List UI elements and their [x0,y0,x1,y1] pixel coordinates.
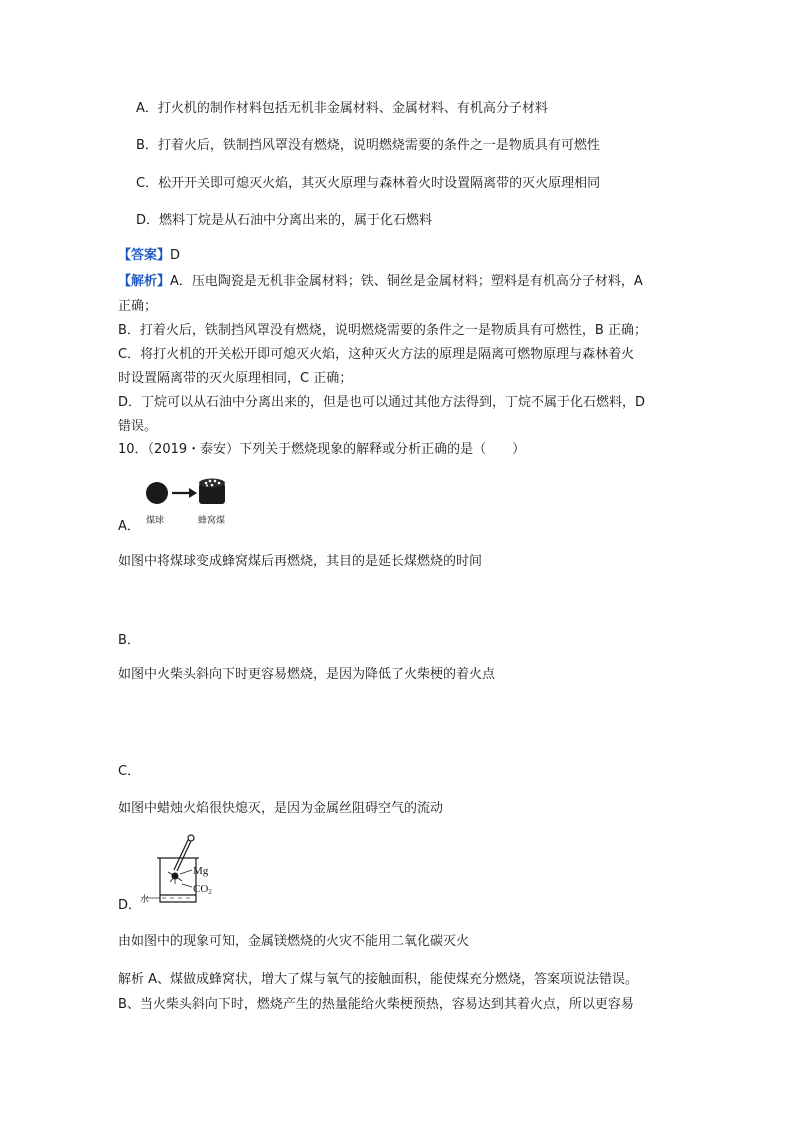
explanation-line-1: 解析 A、煤做成蜂窝状，增大了煤与氧气的接触面积，能使煤充分燃烧，答案项说法错误。 [118,972,639,987]
q10-option-a-text: 如图中将煤球变成蜂窝煤后再燃烧，其目的是延长煤燃烧的时间 [118,554,483,569]
analysis-line-1: 【解析】A．压电陶瓷是无机非金属材料；铁、铜丝是金属材料；塑料是有机高分子材料，A [118,274,643,289]
tongs-icon [174,835,194,871]
analysis-line-6: D．丁烷可以从石油中分离出来的，但是也可以通过其他方法得到，丁烷不属于化石燃料，D [118,395,646,410]
q10-option-d-label: D． [118,898,142,913]
q10-option-b-label: B． [118,633,140,648]
analysis-line-7: 错误。 [118,419,158,434]
analysis-tag: 【解析】 [118,274,171,289]
coal-ball-icon [146,482,168,504]
q10-option-c-label: C． [118,764,141,779]
option-c: C．松开开关即可熄灭火焰，其灭火原理与森林着火时设置隔离带的灭火原理相同 [136,176,601,191]
flame-icon [168,872,182,884]
question-10-title: 10．（2019・泰安）下列关于燃烧现象的解释或分析正确的是（ ） [118,442,526,457]
option-d: D．燃料丁烷是从石油中分离出来的，属于化石燃料 [136,213,433,228]
analysis-line-4: C．将打火机的开关松开即可熄灭火焰，这种灭火方法的原理是隔离可燃物原理与森林着火 [118,347,635,362]
co2-label: CO2 [193,883,212,896]
q10-option-b-text: 如图中火柴头斜向下时更容易燃烧，是因为降低了火柴梗的着火点 [118,667,496,682]
q10-option-c-text: 如图中蜡烛火焰很快熄灭，是因为金属丝阻碍空气的流动 [118,801,444,816]
q10-option-a-label: A． [118,519,140,534]
explanation-line-2: B、当火柴头斜向下时，燃烧产生的热量能给火柴梗预热，容易达到其着火点，所以更容易 [118,997,634,1012]
option-a: A．打火机的制作材料包括无机非金属材料、金属材料、有机高分子材料 [136,101,548,116]
answer-line [118,247,180,265]
analysis-line-3: B．打着火后，铁制挡风罩没有燃烧，说明燃烧需要的条件之一是物质具有可燃性，B 正确； [118,323,647,338]
analysis-line-5: 时设置隔离带的灭火原理相同，C 正确； [118,371,353,386]
honeycomb-label: 蜂窝煤 [198,516,226,526]
magnesium-co2-figure [140,832,230,912]
answer-tag: 【答案】 [118,248,171,263]
analysis-line-2: 正确； [118,299,158,314]
q10-option-d-text: 由如图中的现象可知，金属镁燃烧的火灾不能用二氧化碳灭火 [118,934,470,949]
water-label: 水 [140,895,150,905]
coal-ball-label: 煤球 [146,516,165,526]
honeycomb-briquette-icon [199,479,225,505]
coal-figure [140,476,240,526]
mg-label: Mg [193,865,209,877]
option-b: B．打着火后，铁制挡风罩没有燃烧，说明燃烧需要的条件之一是物质具有可燃性 [136,138,600,153]
answer-value: D [170,248,181,263]
